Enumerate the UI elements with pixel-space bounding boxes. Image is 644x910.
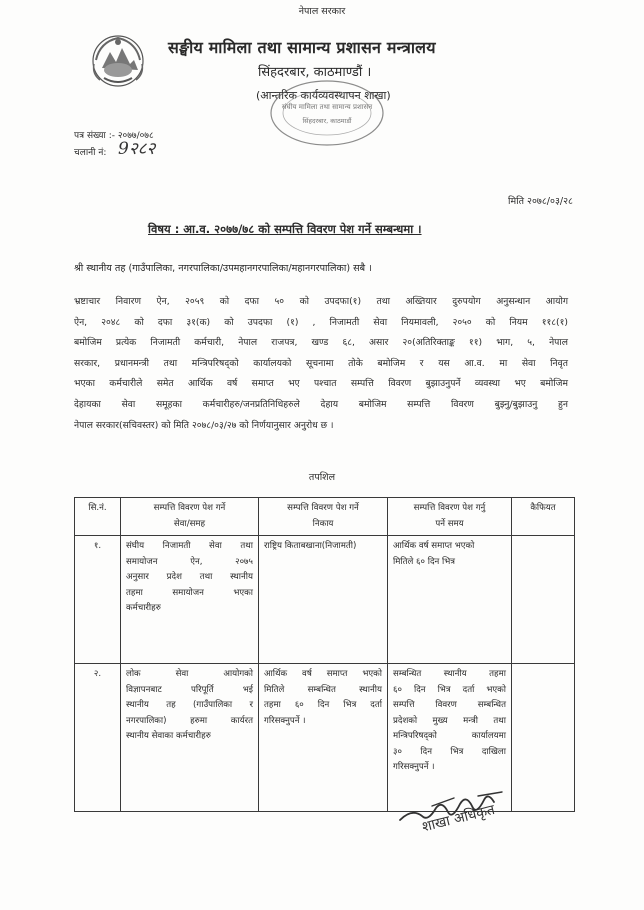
letter-date: मिति २०७८/०३/२८	[508, 196, 573, 207]
schedule-heading: तपशिल	[308, 472, 336, 483]
government-name: नेपाल सरकार	[298, 6, 346, 17]
branch-name: (आन्तरिक कार्यव्यवस्थापन शाखा)	[256, 89, 391, 102]
ministry-address: सिंहदरबार, काठमाण्डौं ।	[258, 65, 372, 80]
office-stamp	[268, 78, 386, 148]
letter-addressee: श्री स्थानीय तह (गाउँपालिका, नगरपालिका/उपमहानगरपालिका/महानगरपालिका) सबै ।	[74, 263, 372, 274]
body-line: भ्रष्टाचार निवारण ऐन, २०५९ को दफा ५० को उपदफा(१) तथा अख्तियार दुरुपयोग अनुसन्धान आयोग	[74, 296, 568, 307]
letter-number: पत्र संख्या :- २०७७/०७८	[74, 131, 154, 141]
header-sn: सि.नं.	[75, 498, 121, 536]
body-line: देहायका सेवा समूहका कर्मचारीहरु/जनप्रतिनिधिहरुले देहाय बमोजिम सम्पत्ति विवरण बुझ्नु/बुझाउनु हुन	[74, 398, 568, 410]
dispatch-number: 9२८२	[118, 139, 156, 159]
schedule-table	[74, 497, 575, 812]
dispatch-label: चलानी नं:	[74, 148, 107, 158]
header-body: सम्पत्ति विवरण पेश गर्ने निकाय	[259, 498, 388, 536]
row-sn: १.	[75, 536, 121, 664]
header-service: सम्पत्ति विवरण पेश गर्ने सेवा/समह	[121, 498, 259, 536]
signatory-designation: शाखा अधिकृत	[420, 801, 497, 836]
body-line: सरकार, प्रधानमन्त्री तथा मन्त्रिपरिषद्को कार्यालयको सूचनामा तोके बमोजिम र यस आ.व. मा सेवा निवृत	[74, 357, 568, 369]
ministry-name: सङ्घीय मामिला तथा सामान्य प्रशासन मन्त्रालय	[168, 38, 436, 57]
row-time: सम्बन्धित स्थानीय तहमा ६० दिन भित्र दर्ता भएको सम्पत्ति विवरण सम्बन्धित प्रदेशको मुख्य मन्त्री तथा मन्त्रिपरिषद्को कार्यालयमा ३० दिन भित्र दाखिला गरिसक्नुपर्ने ।	[388, 664, 512, 812]
row-remarks	[512, 536, 575, 664]
table-header-row	[75, 498, 575, 536]
row-time: आर्थिक वर्ष समाप्त भएको मितिले ६० दिन भित्र	[388, 536, 512, 664]
body-line: नेपाल सरकार(सचिवस्तर) को मिति २०७८/०३/२७ को निर्णयानुसार अनुरोध छ ।	[74, 419, 334, 431]
body-paragraph	[74, 292, 568, 436]
row-body: आर्थिक वर्ष समाप्त भएको मितिले सम्बन्धित स्थानीय तहमा ६० दिन भित्र दर्ता गरिसक्नुपर्ने ।	[259, 664, 388, 812]
row-sn: २.	[75, 664, 121, 812]
body-line: भएका कर्मचारीले समेत आर्थिक वर्ष समाप्त भए पश्चात सम्पत्ति विवरण बुझाउनुपर्ने व्यवस्था भए बमोजिम	[74, 378, 568, 390]
row-service: लोक सेवा आयोगको विज्ञापनबाट परिपूर्ति भई स्थानीय तह (गाउँपालिका र नगरपालिका) हरुमा कार्यरत स्थानीय सेवाका कर्मचारीहरु	[121, 664, 259, 812]
row-service: संघीय निजामती सेवा तथा समायोजन ऐन, २०७५ अनुसार प्रदेश तथा स्थानीय तहमा समायोजन भएका कर्मचारीहरु	[121, 536, 259, 664]
row-body: राष्ट्रिय किताबखाना(निजामती)	[259, 536, 388, 664]
header-time: सम्पत्ति विवरण पेश गर्नु पर्ने समय	[388, 498, 512, 536]
nepal-emblem-icon	[88, 30, 148, 90]
stamp-line-1: संघीय मामिला तथा सामान्य प्रशासन	[281, 103, 373, 111]
header-remarks: कैफियत	[512, 498, 575, 536]
handwritten-signature	[392, 786, 542, 866]
body-line: ऐन, २०४८ को दफा ३१(क) को उपदफा (१) , निजामती सेवा नियमावली, २०५० को नियम ११८(१)	[74, 316, 568, 328]
stamp-line-2: सिंहदरबार, काठमाडौं	[302, 117, 352, 125]
body-line: बमोजिम प्रत्येक निजामती कर्मचारी, नेपाल राजपत्र, खण्ड ६८, असार २०(अतिरिक्ताङ्क ११) भाग, ५, नेपाल	[74, 337, 568, 349]
table-row	[75, 536, 575, 664]
letter-subject: विषय : आ.व. २०७७/७८ को सम्पत्ति विवरण पेश गर्ने सम्बन्धमा ।	[148, 222, 422, 236]
